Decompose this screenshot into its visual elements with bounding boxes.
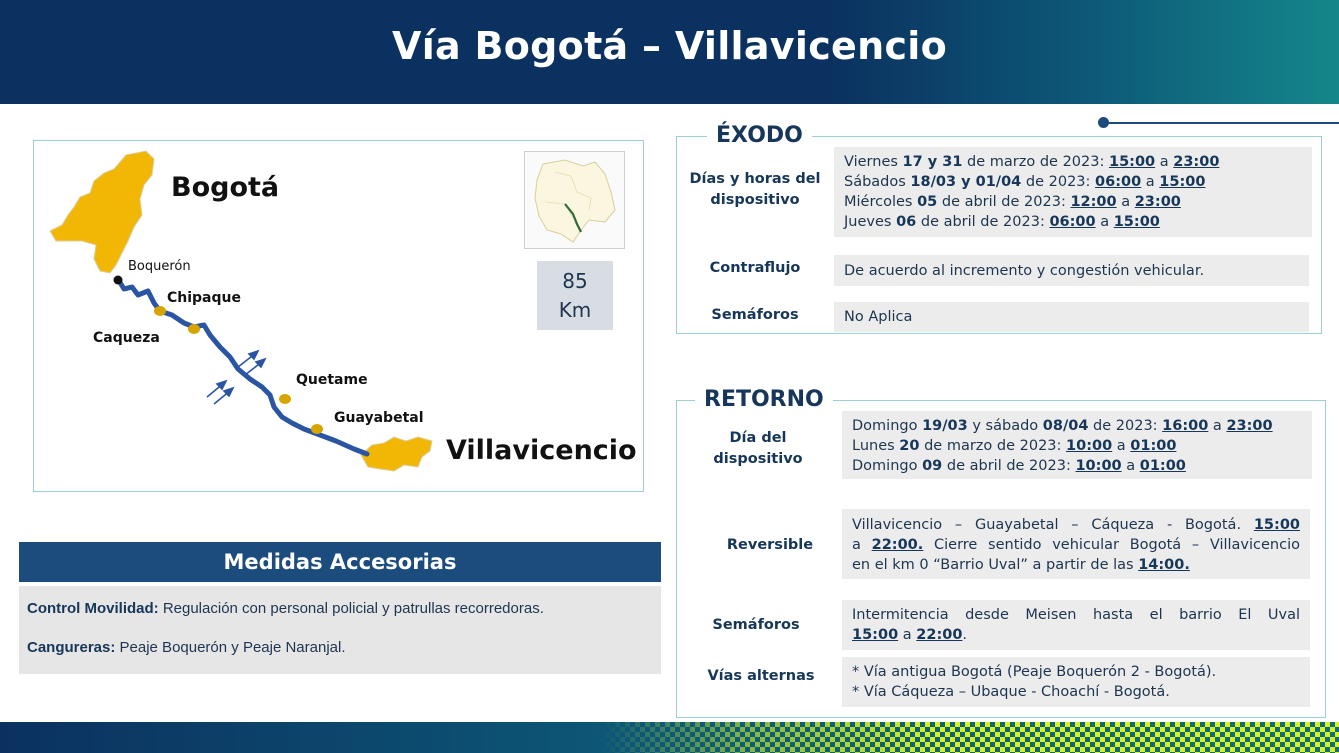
text-run: de marzo de 2023: (919, 438, 1067, 454)
cell-line (844, 192, 1302, 212)
time-value: 15:00 (1253, 517, 1300, 533)
text-run: a (898, 627, 917, 643)
medidas-body (19, 586, 661, 674)
text-run: Cierre sentido vehicular Bogotá – Villavicencio (923, 537, 1300, 553)
text-run: Lunes (852, 438, 900, 454)
cell-line (852, 436, 1302, 456)
exodo-contraflujo-value (834, 255, 1309, 286)
text-run: sábado (985, 418, 1043, 434)
time-value: 23:00 (1173, 154, 1220, 170)
date-value: 18/03 y 01/04 (910, 174, 1022, 190)
boqueron-marker (114, 276, 123, 285)
text-run: Villavicencio – Guayabetal – Cáqueza - Bogotá. (852, 517, 1254, 533)
time-value: 06:00 (1095, 174, 1142, 190)
exodo-semaforos-value (834, 302, 1309, 332)
villavicencio-shape (361, 437, 432, 471)
cell-line (852, 416, 1302, 436)
medidas-heading: Medidas Accesorias (19, 542, 661, 582)
date-value: 19/03 (922, 418, 968, 434)
route-map (33, 140, 644, 492)
text-run: Jueves (844, 214, 897, 230)
cell-line (844, 261, 1299, 281)
medida-label: Control Movilidad: (27, 600, 159, 617)
route-line (118, 279, 367, 454)
medida-text: Peaje Boquerón y Peaje Naranjal. (115, 639, 346, 656)
cell-line (844, 212, 1302, 232)
decorative-dot (1098, 117, 1109, 128)
text-run: Miércoles (844, 194, 918, 210)
cell-line (852, 535, 1300, 555)
page-title: Vía Bogotá – Villavicencio (391, 24, 947, 68)
text-run: * Vía antigua Bogotá (Peaje Boquerón 2 - Bogotá). (852, 664, 1217, 680)
time-value: 15:00 (1108, 154, 1156, 170)
town-label-guayabetal: Guayabetal (334, 410, 424, 426)
text-run: Intermitencia desde Meisen hasta el barrio El Uval (852, 607, 1300, 623)
title-banner (0, 0, 1339, 104)
date-value: 09 (922, 458, 943, 474)
caqueza-marker (188, 324, 200, 334)
date-value: 20 (899, 438, 920, 454)
city-label-end: Villavicencio (446, 435, 637, 466)
town-label-boqueron: Boquerón (128, 259, 191, 274)
cell-line (852, 625, 1300, 645)
quetame-marker (279, 394, 291, 404)
cell-line (852, 605, 1300, 625)
text-run: de 2023: (1021, 174, 1096, 190)
retorno-label-dia: Día del dispositivo (713, 430, 803, 467)
time-value: 22:00 (916, 627, 963, 643)
time-value: 23:00 (1226, 418, 1273, 434)
text-run: a (1112, 438, 1131, 454)
text-run: Domingo (852, 418, 923, 434)
text-run: a (852, 537, 872, 553)
distance-box (537, 261, 613, 330)
text-run: en el km 0 “Barrio Uval” a partir de las (852, 557, 1139, 573)
cell-line (852, 456, 1302, 476)
decorative-line (1104, 122, 1339, 124)
text-run: . (962, 627, 968, 643)
city-label-start: Bogotá (171, 172, 280, 203)
retorno-dia-value (842, 411, 1312, 479)
retorno-label-reversible: Reversible (726, 537, 814, 553)
locator-inset-drawing (525, 152, 624, 248)
retorno-label-vias: Vías alternas (707, 668, 815, 684)
text-run: * Vía Cáqueza – Ubaque - Choachí - Bogotá. (852, 684, 1170, 700)
medida-label: Cangureras: (27, 639, 116, 656)
text-run: de 2023: (1088, 418, 1163, 434)
town-label-chipaque: Chipaque (167, 290, 241, 306)
exodo-title: ÉXODO (707, 123, 812, 148)
chipaque-marker (154, 306, 166, 316)
text-run: y (967, 418, 986, 434)
date-value: 06 (896, 214, 917, 230)
retorno-semaforos-value (842, 600, 1310, 650)
time-value: 14:00. (1138, 557, 1190, 573)
time-value: 16:00 (1162, 418, 1209, 434)
medida-item (27, 600, 661, 617)
time-value: 15:00 (1113, 214, 1160, 230)
cell-line (844, 307, 1299, 327)
time-value: 01:00 (1130, 438, 1177, 454)
cell-line (844, 152, 1302, 172)
exodo-label-contraflujo: Contraflujo (709, 260, 801, 276)
distance-value: 85 (562, 269, 588, 293)
cell-line (852, 662, 1300, 682)
medida-text: Regulación con personal policial y patrullas recorredoras. (158, 600, 544, 617)
text-run: De acuerdo al incremento y congestión vehicular. (844, 263, 1205, 279)
text-run: Domingo (852, 458, 923, 474)
text-run: Sábados (844, 174, 911, 190)
exodo-label-dias: Días y horas del dispositivo (689, 171, 821, 208)
text-run: Viernes (844, 154, 903, 170)
time-value: 12:00 (1070, 194, 1117, 210)
retorno-vias-value (842, 657, 1310, 707)
guayabetal-marker (311, 424, 323, 434)
text-run: de abril de 2023: (937, 194, 1071, 210)
date-value: 17 y 31 (902, 154, 963, 170)
time-value: 01:00 (1139, 458, 1186, 474)
medida-item (27, 639, 661, 656)
exodo-label-semaforos: Semáforos (711, 307, 799, 323)
time-value: 15:00 (1159, 174, 1206, 190)
cell-line (852, 682, 1300, 702)
exodo-dias-value (834, 147, 1312, 237)
distance-unit: Km (558, 298, 592, 322)
traffic-arrows (207, 351, 265, 404)
date-value: 05 (917, 194, 938, 210)
cell-line (852, 555, 1300, 575)
time-value: 10:00 (1066, 438, 1113, 454)
time-value: 06:00 (1049, 214, 1096, 230)
text-run: a (1095, 214, 1114, 230)
footer-checker-pattern (600, 722, 1339, 753)
text-run: de marzo de 2023: (962, 154, 1109, 170)
text-run: a (1116, 194, 1135, 210)
bogota-shape (50, 151, 154, 273)
time-value: 23:00 (1134, 194, 1181, 210)
retorno-label-semaforos: Semáforos (712, 617, 800, 633)
text-run: a (1121, 458, 1140, 474)
time-value: 10:00 (1075, 458, 1122, 474)
town-label-quetame: Quetame (296, 372, 368, 388)
town-label-caqueza: Caqueza (93, 330, 160, 346)
text-run: a (1208, 418, 1227, 434)
text-run: de abril de 2023: (942, 458, 1076, 474)
locator-inset-map (524, 151, 625, 249)
text-run: a (1141, 174, 1160, 190)
text-run: a (1155, 154, 1174, 170)
retorno-reversible-value (842, 509, 1310, 579)
time-value: 15:00 (852, 627, 899, 643)
text-run: No Aplica (844, 309, 913, 325)
time-value: 22:00. (871, 537, 924, 553)
text-run: de abril de 2023: (916, 214, 1050, 230)
cell-line (852, 515, 1300, 535)
retorno-title: RETORNO (695, 387, 833, 412)
date-value: 08/04 (1042, 418, 1089, 434)
cell-line (844, 172, 1302, 192)
